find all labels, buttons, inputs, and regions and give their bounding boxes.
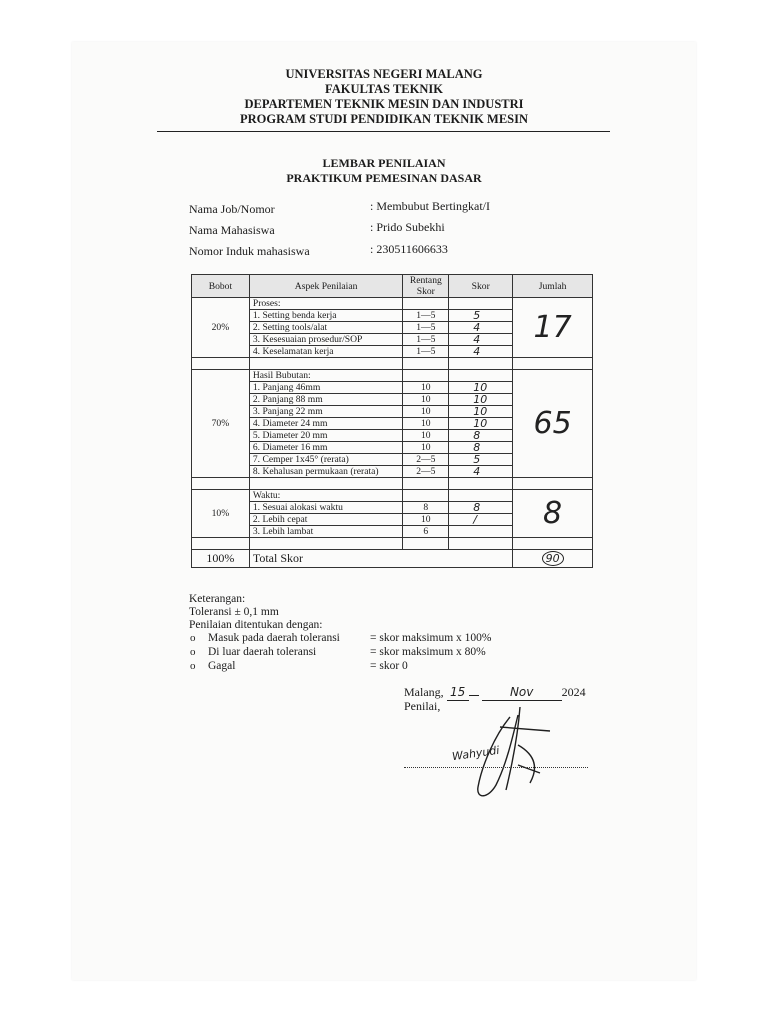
signature-line	[404, 767, 588, 768]
university-name: UNIVERSITAS NEGERI MALANG	[285, 67, 483, 81]
section-total: 65	[513, 370, 593, 478]
range: 1—5	[403, 334, 449, 346]
range: 10	[403, 418, 449, 430]
score-table	[191, 274, 593, 568]
total-row	[192, 550, 593, 568]
job-value: : Membubut Bertingkat/I	[370, 199, 490, 213]
department-name: DEPARTEMEN TEKNIK MESIN DAN INDUSTRI	[244, 97, 524, 111]
student-id-label: Nomor Induk mahasiswa	[189, 244, 310, 258]
handwritten-score	[449, 526, 513, 538]
section-title: Hasil Bubutan:	[249, 370, 402, 382]
table-spacer-row	[192, 538, 593, 550]
range: 10	[403, 430, 449, 442]
range: 10	[403, 514, 449, 526]
range: 1—5	[403, 310, 449, 322]
aspect-label: 2. Setting tools/alat	[249, 322, 402, 334]
date-day: 15	[447, 686, 469, 701]
date-year: 2024	[561, 685, 586, 699]
note-rule: = skor maksimum x 80%	[370, 646, 486, 658]
aspect-label: 3. Kesesuaian prosedur/SOP	[249, 334, 402, 346]
date-place: Malang,	[404, 685, 444, 699]
handwritten-score: 8	[449, 502, 513, 514]
range: 8	[403, 502, 449, 514]
aspect-label: 1. Panjang 46mm	[249, 382, 402, 394]
range: 10	[403, 442, 449, 454]
table-row	[192, 490, 593, 502]
range: 1—5	[403, 322, 449, 334]
notes-heading: Keterangan:	[189, 593, 246, 605]
aspect-label: 2. Lebih cepat	[249, 514, 402, 526]
aspect-label: 4. Diameter 24 mm	[249, 418, 402, 430]
aspect-label: 6. Diameter 16 mm	[249, 442, 402, 454]
assessment-intro: Penilaian ditentukan dengan:	[189, 619, 323, 631]
handwritten-score: 8	[449, 442, 513, 454]
handwritten-score: 4	[449, 334, 513, 346]
bullet: o	[190, 646, 196, 658]
handwritten-score: 10	[449, 406, 513, 418]
bullet: o	[190, 632, 196, 644]
handwritten-score: 5	[449, 454, 513, 466]
total-weight: 100%	[192, 550, 250, 568]
range: 1—5	[403, 346, 449, 358]
note-rule: = skor maksimum x 100%	[370, 632, 492, 644]
assessor-label: Penilai,	[404, 699, 441, 713]
assessor-name: Wahyudi	[451, 743, 501, 764]
note-condition: Di luar daerah toleransi	[208, 646, 317, 658]
header-divider	[157, 131, 610, 132]
tolerance-text: Toleransi ± 0,1 mm	[189, 606, 279, 618]
section-weight: 20%	[192, 298, 250, 358]
range: 10	[403, 406, 449, 418]
section-title: Waktu:	[249, 490, 402, 502]
student-name-label: Nama Mahasiswa	[189, 223, 275, 237]
section-weight: 70%	[192, 370, 250, 478]
header-jumlah: Jumlah	[513, 275, 593, 298]
header-bobot: Bobot	[192, 275, 250, 298]
header-skor: Skor	[449, 275, 513, 298]
date-month: Nov	[482, 686, 562, 701]
note-condition: Masuk pada daerah toleransi	[208, 632, 340, 644]
section-weight: 10%	[192, 490, 250, 538]
doc-subtitle: PRAKTIKUM PEMESINAN DASAR	[286, 171, 482, 185]
handwritten-score: 4	[449, 322, 513, 334]
handwritten-score: 10	[449, 394, 513, 406]
section-total: 8	[513, 490, 593, 538]
student-id-value: : 230511606633	[370, 242, 448, 256]
aspect-label: 4. Keselamatan kerja	[249, 346, 402, 358]
aspect-label: 5. Diameter 20 mm	[249, 430, 402, 442]
aspect-label: 8. Kehalusan permukaan (rerata)	[249, 466, 402, 478]
table-header-row	[192, 275, 593, 298]
note-rule: = skor 0	[370, 660, 408, 672]
bullet: o	[190, 660, 196, 672]
aspect-label: 3. Lebih lambat	[249, 526, 402, 538]
handwritten-score: 4	[449, 466, 513, 478]
handwritten-score: 10	[449, 382, 513, 394]
handwritten-score: 4	[449, 346, 513, 358]
header-rentang: Rentang Skor	[403, 275, 449, 298]
table-spacer-row	[192, 478, 593, 490]
table-row	[192, 298, 593, 310]
faculty-name: FAKULTAS TEKNIK	[325, 82, 443, 96]
aspect-label: 7. Cemper 1x45° (rerata)	[249, 454, 402, 466]
handwritten-score: 5	[449, 310, 513, 322]
doc-title: LEMBAR PENILAIAN	[322, 156, 446, 170]
section-total: 17	[513, 298, 593, 358]
signature-drawing	[400, 695, 600, 810]
range: 6	[403, 526, 449, 538]
job-label: Nama Job/Nomor	[189, 202, 275, 216]
aspect-label: 1. Setting benda kerja	[249, 310, 402, 322]
section-title: Proses:	[249, 298, 402, 310]
range: 10	[403, 394, 449, 406]
handwritten-score: 10	[449, 418, 513, 430]
total-label: Total Skor	[249, 550, 512, 568]
student-name-value: : Prido Subekhi	[370, 220, 445, 234]
program-name: PROGRAM STUDI PENDIDIKAN TEKNIK MESIN	[240, 112, 528, 126]
range: 10	[403, 382, 449, 394]
aspect-label: 1. Sesuai alokasi waktu	[249, 502, 402, 514]
range: 2—5	[403, 466, 449, 478]
range: 2—5	[403, 454, 449, 466]
table-row	[192, 370, 593, 382]
handwritten-score: 8	[449, 430, 513, 442]
header-aspek: Aspek Penilaian	[249, 275, 402, 298]
total-score: 90	[542, 551, 564, 566]
aspect-label: 3. Panjang 22 mm	[249, 406, 402, 418]
aspect-label: 2. Panjang 88 mm	[249, 394, 402, 406]
note-condition: Gagal	[208, 660, 236, 672]
table-spacer-row	[192, 358, 593, 370]
handwritten-score: /	[449, 514, 513, 526]
